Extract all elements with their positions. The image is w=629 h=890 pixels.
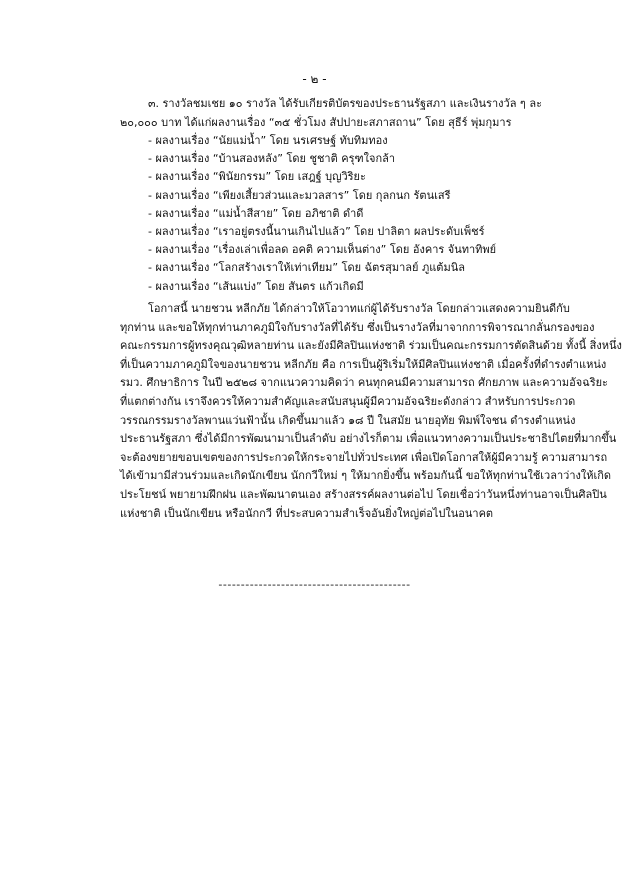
paragraph-line: วรรณกรรมรางวัลพานแว่นฟ้านั้น เกิดขึ้นมาแล้ว ๑๘ ปี ในสมัย นายอุทัย พิมพ์ใจชน ดำรงตำแหน่ง <box>120 413 576 427</box>
award-heading-line: ๓. รางวัลชมเชย ๑๐ รางวัล ได้รับเกียรติบัตรของประธานรัฐสภา และเงินรางวัล ๆ ละ <box>148 97 542 110</box>
list-item: - ผลงานเรื่อง “เส้นแบ่ง” โดย สันตร แก้วเกิดมี <box>148 279 364 293</box>
paragraph-line: ทุกท่าน และขอให้ทุกท่านภาคภูมิใจกับรางวัลที่ได้รับ ซึ่งเป็นรางวัลที่มาจากการพิจารณากลั่นกรองของ <box>120 320 595 334</box>
works-list <box>148 132 568 296</box>
page-number: - ๒ - <box>302 72 327 86</box>
list-item: - ผลงานเรื่อง “นัยแม่น้ำ” โดย นรเศรษฐ์ ทับทิมทอง <box>148 134 388 147</box>
paragraph-line: โอกาสนี้ นายชวน หลีกภัย ได้กล่าวให้โอวาทแก่ผู้ได้รับรางวัล โดยกล่าวแสดงความยินดีกับ <box>148 302 570 315</box>
paragraph-line: ที่เป็นความภาคภูมิใจของนายชวน หลีกภัย คือ การเป็นผู้ริเริ่มให้มีศิลปินแห่งชาติ เมื่อครั้งที่ดำรงตำแหน่ง <box>120 357 607 371</box>
paragraph-line: จะต้องขยายขอบเขตของการประกวดให้กระจายไปทั่วประเทศ เพื่อเปิดโอกาสให้ผู้มีความรู้ ความสามารถ <box>120 450 608 464</box>
end-separator: ------------------------------------------- <box>218 578 411 591</box>
closing-paragraph <box>120 300 622 523</box>
paragraph-line: ประโยชน์ พยายามฝึกฝน และพัฒนาตนเอง สร้างสรรค์ผลงานต่อไป โดยเชื่อว่าวันหนึ่งท่านอาจเป็นศิลปิน <box>120 487 607 501</box>
paragraph-line: รมว. ศึกษาธิการ ในปี ๒๕๒๘ จากแนวความคิดว่า คนทุกคนมีความสามารถ ศักยภาพ และความอัจฉริยะ <box>120 376 608 390</box>
award-winner-line: ๒๐,๐๐๐ บาท ได้แก่ผลงานเรื่อง “๓๕ ชั่วโมง สัปปายะสภาสถาน” โดย สุธีร์ พุ่มกุมาร <box>120 116 512 129</box>
list-item: - ผลงานเรื่อง “โลกสร้างเราให้เท่าเทียม” โดย ฉัตรสุมาลย์ ภูแต้มนิล <box>148 261 465 275</box>
paragraph-line: คณะกรรมการผู้ทรงคุณวุฒิหลายท่าน และยังมีศิลปินแห่งชาติ ร่วมเป็นคณะกรรมการตัดสินด้วย ทั้งนี้ สิ่งหนึ่ง <box>120 339 622 353</box>
list-item: - ผลงานเรื่อง “พินัยกรรม” โดย เสฎฐ์ บุญวิริยะ <box>148 170 366 184</box>
paragraph-line: แห่งชาติ เป็นนักเขียน หรือนักกวี ที่ประสบความสำเร็จอันยิ่งใหญ่ต่อไปในอนาคต <box>120 506 494 520</box>
list-item: - ผลงานเรื่อง “แม่น้ำสีสาย” โดย อภิชาติ ดำดี <box>148 206 364 220</box>
list-item: - ผลงานเรื่อง “เราอยู่ตรงนี้นานเกินไปแล้ว” โดย ปาลิตา ผลประดับเพ็ชร์ <box>148 225 485 239</box>
list-item: - ผลงานเรื่อง “เรื่องเล่าเพื่อลด อคติ ความเห็นต่าง” โดย อังคาร จันทาทิพย์ <box>148 243 497 257</box>
paragraph-line: ที่แตกต่างกัน เราจึงควรให้ความสำคัญและสนับสนุนผู้มีความอัจฉริยะดังกล่าว สำหรับการประกวด <box>120 394 576 408</box>
list-item: - ผลงานเรื่อง “บ้านสองหลัง” โดย ชูชาติ ครุฑใจกล้า <box>148 152 396 166</box>
list-item: - ผลงานเรื่อง “เพียงเสี้ยวส่วนและมวลสาร” โดย กุลกนก รัตนเสรี <box>148 188 451 202</box>
paragraph-line: ได้เข้ามามีส่วนร่วมและเกิดนักเขียน นักกวีใหม่ ๆ ให้มากยิ่งขึ้น พร้อมกันนี้ ขอให้ทุกท่านใช้เวลาว่างให้เกิด <box>120 469 612 483</box>
paragraph-line: ประธานรัฐสภา ซึ่งได้มีการพัฒนามาเป็นลำดับ อย่างไรก็ตาม เพื่อแนวทางความเป็นประชาธิปไตยที่มากขึ้น <box>120 432 617 446</box>
